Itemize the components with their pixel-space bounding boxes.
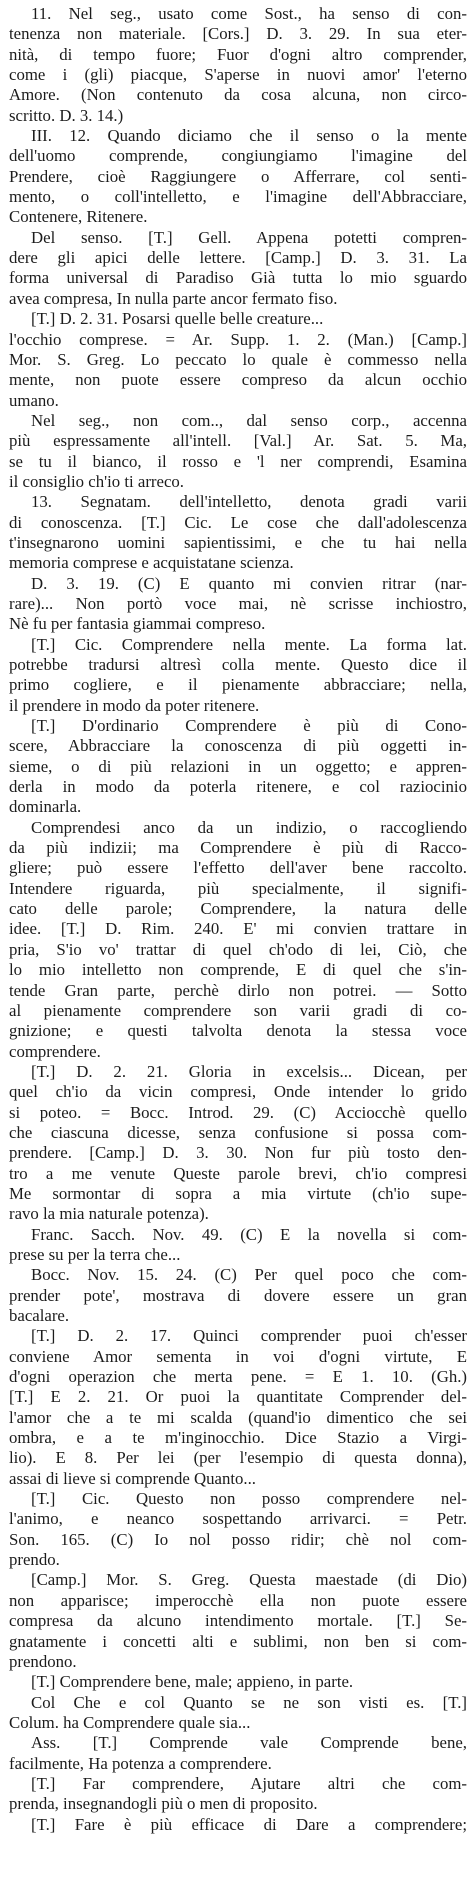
text-line: tenenza non materiale. [Cors.] D. 3. 29. In sua eter-	[9, 24, 467, 44]
text-line: l'animo, e neanco sospettando arrivarci. = Petr.	[9, 1509, 467, 1529]
text-line: Franc. Sacch. Nov. 49. (C) E la novella si com-	[31, 1224, 467, 1244]
text-line: prender pote', mostrava di dovere essere un gran	[9, 1285, 467, 1305]
text-line: Ass. [T.] Comprende vale Comprende bene,	[31, 1733, 467, 1753]
text-line: se tu il bianco, il rosso e 'l ner comprendi, Esamina	[9, 451, 467, 471]
text-line: Amore. (Non contenuto da cosa alcuna, non circo-	[9, 85, 467, 105]
text-line: gnizione; e questi talvolta denota la stessa voce	[9, 1021, 467, 1041]
text-line: Intendere riguarda, più specialmente, il signifi-	[9, 878, 467, 898]
text-line: al pienamente comprendere son varii gradi di co-	[9, 1000, 467, 1020]
text-line: prese su per la terra che...	[9, 1244, 181, 1264]
text-line: bacalare.	[9, 1306, 70, 1325]
text-line: ombra, e a te m'inginocchio. Dice Stazio a Virgi-	[9, 1428, 467, 1448]
text-line: sieme, o di più relazioni in un oggetto; e appren-	[9, 756, 467, 776]
text-line: ravo la mia naturale potenza).	[9, 1204, 209, 1224]
text-line: potrebbe tradursi altresì colla mente. Questo dice il	[9, 655, 467, 674]
text-line: 13. Segnatam. dell'intelletto, denota gradi varii	[31, 492, 467, 512]
text-line: quel ch'io da vicin compresi, Onde intender lo grido	[9, 1082, 467, 1102]
text-line: da più indizii; ma Comprendere è più di Racco-	[9, 838, 467, 858]
text-line: 11. Nel seg., usato come Sost., ha senso di con-	[31, 4, 467, 23]
text-line: Nè fu per fantasia giammai compreso.	[9, 614, 266, 634]
text-line: prenda, insegnandogli più o men di proposito.	[9, 1794, 318, 1814]
text-line: primo cogliere, e il pienamente abbracciare; nella,	[9, 675, 467, 695]
text-line: scritto. D. 3. 14.)	[9, 105, 124, 125]
text-line: Del senso. [T.] Gell. Appena potetti compren-	[31, 227, 467, 247]
text-line: il consiglio ch'io ti arreco.	[9, 471, 184, 491]
text-line: prendo.	[9, 1550, 60, 1570]
text-line: l'amor che a te mi scalda (quand'io dimentico che sei	[9, 1407, 467, 1427]
text-line: Mor. S. Greg. Lo peccato lo quale è commesso nella	[9, 349, 467, 369]
text-line: mente, non puote essere compreso da alcun occhio	[9, 370, 467, 390]
text-line: d'ogni operazion che merta pene. = E 1. 10. (Gh.)	[9, 1367, 467, 1387]
text-line: non apparisce; imperocchè ella non puote essere	[9, 1590, 467, 1610]
text-line: idee. [T.] D. Rim. 240. E' mi convien trattare in	[9, 919, 467, 939]
text-line: Bocc. Nov. 15. 24. (C) Per quel poco che com-	[31, 1265, 467, 1285]
text-line: come i (gli) piacque, S'aperse in nuovi amor' l'eterno	[9, 65, 467, 85]
text-line: assai di lieve si comprende Quanto...	[9, 1468, 256, 1488]
text-line: dominarla.	[9, 797, 82, 817]
text-line: dere gli apici delle lettere. [Camp.] D. 3. 31. La	[9, 248, 467, 268]
text-line: l'occhio comprese. = Ar. Supp. 1. 2. (Man.) [Camp.]	[9, 329, 467, 349]
text-line: di conoscenza. [T.] Cic. Le cose che dall'adolescenza	[9, 512, 467, 532]
text-line: Colum. ha Comprendere quale sia...	[9, 1712, 251, 1732]
text-line: avea compresa, In nulla parte ancor fermato fiso.	[9, 288, 338, 308]
text-line: compresa da alcuno intendimento mortale. [T.] Se-	[9, 1611, 467, 1631]
text-line: scere, Abbracciare la conoscenza di più oggetti in-	[9, 736, 467, 756]
text-line: [T.] D. 2. 31. Posarsi quelle belle creature...	[31, 309, 324, 329]
text-line: derla in modo da poterla ritenere, e col raziocinio	[9, 777, 467, 797]
text-line: il prendere in modo da poter ritenere.	[9, 695, 260, 715]
text-line: facilmente, Ha potenza a comprendere.	[9, 1753, 272, 1773]
text-line: [T.] Fare è più efficace di Dare a comprendere;	[31, 1814, 467, 1834]
text-line: [T.] E 2. 21. Or puoi la quantitate Comprender del-	[9, 1387, 467, 1407]
text-line: nità, di tempo fuore; Fuor d'ogni altro comprender,	[9, 44, 467, 64]
text-line: Prendere, cioè Raggiungere o Afferrare, col senti-	[9, 166, 467, 186]
text-line: Col Che e col Quanto se ne son visti es. [T.]	[31, 1692, 467, 1712]
text-line: [T.] Comprendere bene, male; appieno, in parte.	[31, 1672, 354, 1692]
text-line: forma universal di Paradiso Già tutta lo mio sguardo	[9, 268, 467, 288]
text-line: si poteo. = Bocc. Introd. 29. (C) Acciocchè quello	[9, 1102, 467, 1122]
text-line: [T.] D'ordinario Comprendere è più di Cono-	[31, 716, 467, 736]
text-line: lio). E 8. Per lei (per l'esempio di questa donna),	[9, 1448, 467, 1468]
text-line: [T.] Cic. Questo non posso comprendere nel-	[31, 1489, 467, 1509]
text-line: lo mio intelletto non comprende, E di quel che s'in-	[9, 960, 467, 980]
text-line: rare)... Non portò voce mai, nè scrisse inchiostro,	[9, 593, 467, 613]
text-line: tro a me venute Queste parole brevi, ch'io compresi	[9, 1163, 467, 1183]
text-line: [Camp.] Mor. S. Greg. Questa maestade (di Dio)	[31, 1570, 467, 1590]
text-line: gnatamente i concetti alti e sublimi, non ben si com-	[9, 1631, 467, 1651]
text-line: Nel seg., non com.., dal senso corp., accenna	[31, 410, 467, 430]
text-line: Son. 165. (C) Io nol posso ridir; chè nol com-	[9, 1529, 467, 1549]
text-line: conviene Amor sementa in voi d'ogni virtute, E	[9, 1346, 467, 1366]
text-line: III. 12. Quando diciamo che il senso o la mente	[31, 126, 467, 146]
text-line: Comprendesi anco da un indizio, o raccogliendo	[31, 817, 467, 837]
text-line: prendere. [Camp.] D. 3. 30. Non fur più tosto den-	[9, 1143, 467, 1163]
text-line: mento, o coll'intelletto, e l'imagine dell'Abbracciare,	[9, 187, 467, 207]
text-line: cato delle parole; Comprendere, la natura delle	[9, 899, 467, 919]
text-line: t'insegnarono uomini sapientissimi, e che tu hai nella	[9, 532, 467, 552]
text-line: [T.] Cic. Comprendere nella mente. La forma lat.	[31, 634, 467, 654]
text-line: [T.] D. 2. 17. Quinci comprender puoi ch'esser	[31, 1326, 467, 1346]
text-line: [T.] Far comprendere, Ajutare altri che com-	[31, 1773, 467, 1793]
text-line: D. 3. 19. (C) E quanto mi convien ritrar (nar-	[31, 573, 467, 593]
text-line: umano.	[9, 390, 59, 410]
text-line: più espressamente all'intell. [Val.] Ar. Sat. 5. Ma,	[9, 431, 467, 451]
text-line: dell'uomo comprende, congiungiamo l'imagine del	[9, 146, 467, 166]
text-line: pria, S'io vo' trattar di quel ch'odo di lei, Ciò, che	[9, 939, 467, 959]
text-line: prendono.	[9, 1651, 77, 1671]
text-line: gliere; può essere l'effetto dell'aver bene raccolto.	[9, 858, 467, 878]
text-line: [T.] D. 2. 21. Gloria in excelsis... Dicean, per	[31, 1061, 467, 1081]
text-line: che ciascuna dicesse, senza confusione si possa com-	[9, 1122, 467, 1142]
text-line: Contenere, Ritenere.	[9, 207, 148, 227]
text-line: memoria comprese e acquistatane scienza.	[9, 553, 294, 573]
text-line: comprendere.	[9, 1041, 101, 1061]
text-line: tende Gran parte, perchè dirlo non potrei. — Sotto	[9, 980, 467, 1000]
text-line: Me sormontar di sopra a mia virtute (ch'io supe-	[9, 1183, 467, 1203]
